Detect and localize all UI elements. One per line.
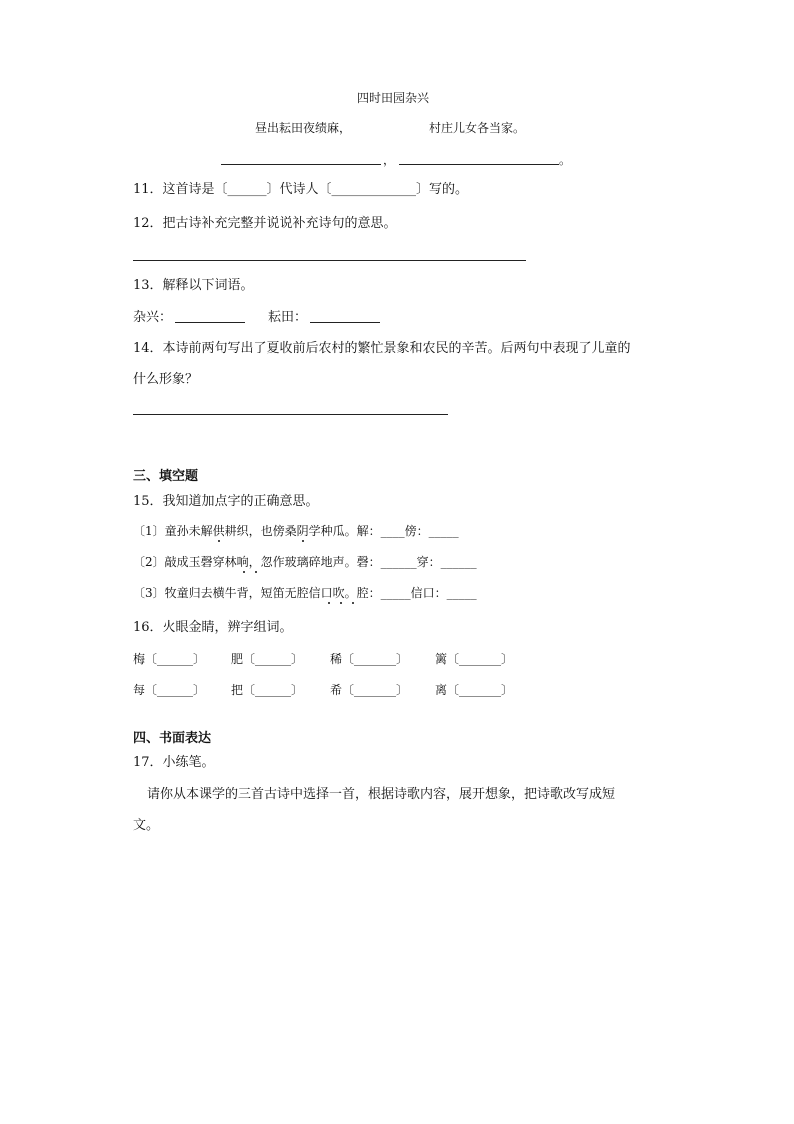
q13-blank-2[interactable] bbox=[310, 322, 380, 323]
poem-line-1: 昼出耘田夜绩麻， bbox=[255, 121, 352, 135]
emphasis-dot bbox=[328, 602, 330, 604]
section-4-heading: 四、书面表达 bbox=[133, 731, 212, 746]
q13-word-2: 耘田： bbox=[268, 310, 308, 325]
emphasis-dot bbox=[352, 602, 354, 604]
q13-word-1: 杂兴： bbox=[133, 310, 173, 325]
answer-line-12[interactable] bbox=[133, 260, 526, 261]
emphasis-dot bbox=[255, 571, 257, 573]
q16-row2-item-2: 把〔______〕 bbox=[231, 683, 304, 697]
question-14-line-1: 14．本诗前两句写出了夏收前后农村的繁忙景象和农民的辛苦。后两句中表现了儿童的 bbox=[133, 341, 631, 356]
emphasis-dot bbox=[218, 540, 220, 542]
question-13: 13．解释以下词语。 bbox=[133, 278, 254, 293]
emphasis-dot bbox=[340, 602, 342, 604]
q16-row2-item-4: 离〔_______〕 bbox=[435, 683, 514, 697]
q15-item-2: 〔2〕敲成玉磬穿林响，忽作玻璃碎地声。磬：______穿：______ bbox=[133, 555, 477, 569]
question-17: 17．小练笔。 bbox=[133, 755, 215, 770]
q16-row1-item-1: 梅〔______〕 bbox=[133, 652, 206, 666]
q15-item-1: 〔1〕童孙未解供耕织，也傍桑阴学种瓜。解：____傍：_____ bbox=[133, 524, 459, 538]
q17-prompt-line-1: 请你从本课学的三首古诗中选择一首，根据诗歌内容，展开想象，把诗歌改写成短 bbox=[147, 787, 616, 802]
q15-item-3: 〔3〕牧童归去横牛背，短笛无腔信口吹。腔：_____信口：_____ bbox=[133, 586, 477, 600]
question-16: 16．火眼金睛，辨字组词。 bbox=[133, 620, 293, 635]
emphasis-dot bbox=[302, 540, 304, 542]
q16-row1-item-2: 肥〔______〕 bbox=[231, 652, 304, 666]
q16-row2-item-1: 每〔______〕 bbox=[133, 683, 206, 697]
question-15: 15．我知道加点字的正确意思。 bbox=[133, 494, 319, 509]
section-3-heading: 三、填空题 bbox=[133, 469, 199, 484]
poem-blank-2[interactable] bbox=[399, 164, 559, 165]
poem-comma: ， bbox=[383, 153, 396, 167]
q13-blank-1[interactable] bbox=[175, 322, 245, 323]
question-14-line-2: 什么形象？ bbox=[133, 372, 199, 387]
emphasis-dot bbox=[243, 571, 245, 573]
q16-row1-item-4: 篱〔_______〕 bbox=[435, 652, 514, 666]
poem-line-2: 村庄儿女各当家。 bbox=[429, 121, 526, 135]
poem-blank-1[interactable] bbox=[221, 164, 381, 165]
answer-line-14[interactable] bbox=[133, 414, 448, 415]
q17-prompt-line-2: 文。 bbox=[133, 818, 160, 833]
q16-row2-item-3: 希〔_______〕 bbox=[330, 683, 409, 697]
poem-title: 四时田园杂兴 bbox=[357, 91, 430, 105]
question-11: 11．这首诗是〔______〕代诗人〔_____________〕写的。 bbox=[133, 182, 469, 197]
poem-period: 。 bbox=[559, 153, 572, 167]
q16-row1-item-3: 稀〔_______〕 bbox=[330, 652, 409, 666]
question-12: 12．把古诗补充完整并说说补充诗句的意思。 bbox=[133, 216, 397, 231]
